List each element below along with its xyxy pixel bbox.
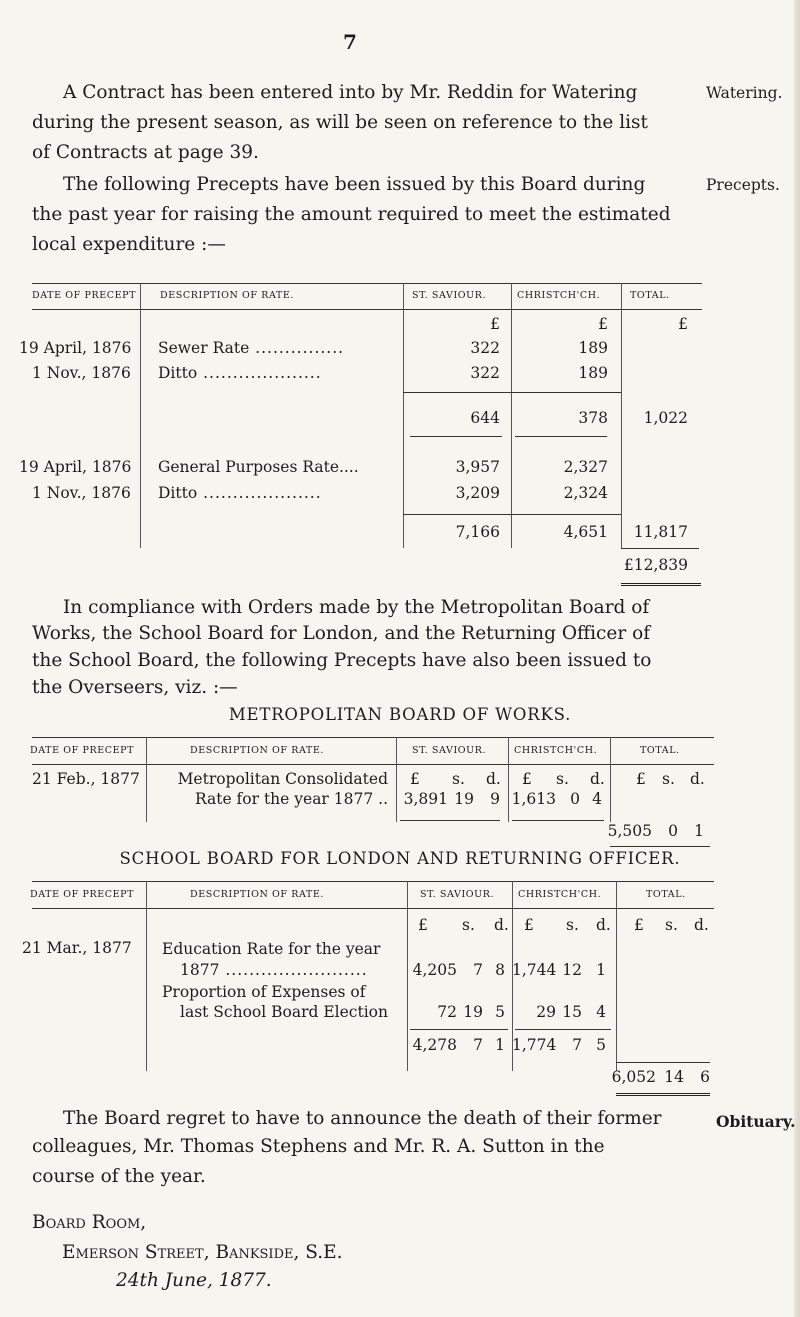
column-divider xyxy=(508,737,509,822)
paragraph-line: A Contract has been entered into by Mr. Reddin for Watering xyxy=(63,82,638,103)
lsd-shilling: s. xyxy=(566,916,579,934)
subtotal-st-saviour: 644 xyxy=(470,409,500,427)
subtotal-chr-pence: 5 xyxy=(596,1036,606,1054)
header-date: DATE OF PRECEPT xyxy=(30,745,135,756)
header-christchurch: CHRISTCH'CH. xyxy=(518,889,602,900)
column-divider xyxy=(511,283,512,548)
lsd-pence: d. xyxy=(494,916,509,934)
subtotal-christchurch: 4,651 xyxy=(563,523,608,541)
lsd-pound: £ xyxy=(636,770,646,788)
row-date: 19 April, 1876 xyxy=(19,339,132,357)
paragraph-compliance-cont xyxy=(32,620,712,701)
row2-description-line1: Proportion of Expenses of xyxy=(162,983,366,1001)
subtotal-rule xyxy=(403,392,621,393)
total-rule xyxy=(616,1093,710,1096)
chr-shillings: 0 xyxy=(570,790,580,808)
lsd-pound: £ xyxy=(418,916,428,934)
row-description: Ditto .................... xyxy=(158,364,322,382)
row-date: 19 April, 1876 xyxy=(19,458,132,476)
row2-chr-pence: 4 xyxy=(596,1003,606,1021)
paragraph-precepts xyxy=(32,170,712,200)
row-date: 21 Feb., 1877 xyxy=(32,770,140,788)
paragraph-obituary xyxy=(32,1104,712,1134)
paragraph-line: during the present season, as will be seen on reference to the list xyxy=(32,112,648,133)
row-st-saviour: 322 xyxy=(470,339,500,357)
row-st-saviour: 3,957 xyxy=(455,458,500,476)
margin-note-precepts: Precepts. xyxy=(706,176,780,194)
desc-text: 1877 xyxy=(180,961,220,979)
total-pence: 6 xyxy=(700,1068,710,1086)
header-total: TOTAL. xyxy=(630,290,670,301)
subtotal-st-saviour: 7,166 xyxy=(455,523,500,541)
paragraph-obituary-cont xyxy=(32,1132,712,1192)
row1-chr-pounds: 1,744 xyxy=(512,961,557,979)
paragraph-line: the Overseers, viz. :— xyxy=(32,677,238,698)
lsd-pound: £ xyxy=(634,916,644,934)
paragraph-line: local expenditure :— xyxy=(32,234,226,255)
header-description: DESCRIPTION OF RATE. xyxy=(190,889,325,900)
subtotal-christchurch: 378 xyxy=(578,409,608,427)
header-total: TOTAL. xyxy=(646,889,686,900)
header-description: DESCRIPTION OF RATE. xyxy=(190,745,325,756)
row1-chr-pence: 1 xyxy=(596,961,606,979)
subtotal-rule xyxy=(403,514,621,515)
desc-text: Sewer Rate xyxy=(158,339,250,357)
subtotal-rule xyxy=(515,436,607,437)
total-shillings: 0 xyxy=(668,822,678,840)
column-divider xyxy=(403,283,404,548)
section-title-metropolitan: METROPOLITAN BOARD OF WORKS. xyxy=(228,705,572,724)
lsd-pence: d. xyxy=(694,916,709,934)
row1-description-line1: Education Rate for the year xyxy=(162,940,381,958)
page-number: 7 xyxy=(343,30,357,54)
header-christchurch: CHRISTCH'CH. xyxy=(514,745,598,756)
subtotal-sav-pence: 1 xyxy=(495,1036,505,1054)
table-rule xyxy=(32,881,714,882)
lsd-pound: £ xyxy=(410,770,420,788)
grand-total: £12,839 xyxy=(623,556,688,574)
currency-sav: £ xyxy=(490,315,500,333)
subtotal-rule xyxy=(512,820,604,821)
table-rule xyxy=(32,309,702,310)
row2-description-line2: last School Board Election xyxy=(180,1003,388,1021)
header-christchurch: CHRISTCH'CH. xyxy=(517,290,601,301)
paragraph-watering-cont xyxy=(32,108,712,168)
subtotal-rule xyxy=(400,820,500,821)
sav-pounds: 3,891 xyxy=(403,790,448,808)
column-divider xyxy=(616,881,617,1071)
margin-note-obituary: Obituary. xyxy=(716,1112,796,1131)
table-rule xyxy=(32,283,702,284)
row1-sav-pence: 8 xyxy=(495,961,505,979)
paragraph-line: The Board regret to have to announce the death of their former xyxy=(63,1108,662,1129)
total-shillings: 14 xyxy=(664,1068,684,1086)
paragraph-line: course of the year. xyxy=(32,1166,206,1187)
row-st-saviour: 322 xyxy=(470,364,500,382)
paragraph-line: Works, the School Board for London, and the Returning Officer of xyxy=(32,623,651,644)
signoff-board-room: Board Room, xyxy=(32,1212,147,1233)
row2-chr-pounds: 29 xyxy=(536,1003,556,1021)
row-date: 1 Nov., 1876 xyxy=(32,484,131,502)
row2-chr-shillings: 15 xyxy=(562,1003,582,1021)
total-pounds: 6,052 xyxy=(611,1068,656,1086)
paragraph-line: of Contracts at page 39. xyxy=(32,142,259,163)
row-christchurch: 189 xyxy=(578,339,608,357)
row-description-line1: Metropolitan Consolidated xyxy=(177,770,388,788)
header-date: DATE OF PRECEPT xyxy=(30,889,135,900)
subtotal-total: 1,022 xyxy=(643,409,688,427)
subtotal-rule xyxy=(410,436,502,437)
lsd-pence: d. xyxy=(596,916,611,934)
column-divider xyxy=(610,737,611,822)
sav-pence: 9 xyxy=(490,790,500,808)
column-divider xyxy=(621,283,622,548)
lsd-shilling: s. xyxy=(662,770,675,788)
paragraph-precepts-cont xyxy=(32,200,712,260)
subtotal-rule xyxy=(410,1029,508,1030)
margin-note-watering: Watering. xyxy=(706,84,783,102)
subtotal-chr-pounds: 1,774 xyxy=(512,1036,557,1054)
lsd-shilling: s. xyxy=(556,770,569,788)
subtotal-chr-shillings: 7 xyxy=(572,1036,582,1054)
row-christchurch: 2,327 xyxy=(563,458,608,476)
paragraph-compliance xyxy=(32,593,712,623)
column-divider xyxy=(146,737,147,822)
table-rule xyxy=(32,737,714,738)
desc-text: Ditto xyxy=(158,364,198,382)
paragraph-line: the past year for raising the amount required to meet the estimated xyxy=(32,204,671,225)
lsd-shilling: s. xyxy=(452,770,465,788)
signoff-address: Emerson Street, Bankside, S.E. xyxy=(62,1242,343,1263)
total-rule xyxy=(610,846,710,847)
chr-pounds: 1,613 xyxy=(511,790,556,808)
paragraph-line: The following Precepts have been issued by this Board during xyxy=(63,174,646,195)
lsd-shilling: s. xyxy=(665,916,678,934)
paragraph-line: the School Board, the following Precepts have also been issued to xyxy=(32,650,652,671)
row2-sav-pounds: 72 xyxy=(437,1003,457,1021)
header-date: DATE OF PRECEPT xyxy=(32,290,137,301)
subtotal-rule xyxy=(515,1029,611,1030)
lsd-pound: £ xyxy=(522,770,532,788)
row-description: General Purposes Rate.... xyxy=(158,458,359,476)
paragraph-line: colleagues, Mr. Thomas Stephens and Mr. R. A. Sutton in the xyxy=(32,1136,605,1157)
header-st-saviour: ST. SAVIOUR. xyxy=(412,290,487,301)
row-christchurch: 189 xyxy=(578,364,608,382)
column-divider xyxy=(396,737,397,822)
row2-sav-shillings: 19 xyxy=(463,1003,483,1021)
column-divider xyxy=(140,283,141,548)
chr-pence: 4 xyxy=(592,790,602,808)
total-rule xyxy=(616,1062,710,1063)
total-rule xyxy=(621,548,699,549)
subtotal-sav-shillings: 7 xyxy=(473,1036,483,1054)
row1-sav-pounds: 4,205 xyxy=(412,961,457,979)
grand-total-rule xyxy=(621,583,701,586)
lsd-shilling: s. xyxy=(462,916,475,934)
row-st-saviour: 3,209 xyxy=(455,484,500,502)
header-description: DESCRIPTION OF RATE. xyxy=(160,290,295,301)
row-date: 1 Nov., 1876 xyxy=(32,364,131,382)
row1-sav-shillings: 7 xyxy=(473,961,483,979)
table-rule xyxy=(32,908,714,909)
subtotal-total: 11,817 xyxy=(633,523,688,541)
row1-description-line2: 1877 ........................ xyxy=(180,961,368,979)
row2-sav-pence: 5 xyxy=(495,1003,505,1021)
header-st-saviour: ST. SAVIOUR. xyxy=(412,745,487,756)
lsd-pence: d. xyxy=(590,770,605,788)
table-rule xyxy=(32,764,714,765)
row-description: Sewer Rate ............... xyxy=(158,339,345,357)
sav-shillings: 19 xyxy=(454,790,474,808)
currency-chr: £ xyxy=(598,315,608,333)
signoff-date: 24th June, 1877. xyxy=(116,1270,272,1291)
subtotal-sav-pounds: 4,278 xyxy=(412,1036,457,1054)
total-pence: 1 xyxy=(694,822,704,840)
desc-text: Ditto xyxy=(158,484,198,502)
currency-total: £ xyxy=(678,315,688,333)
lsd-pence: d. xyxy=(690,770,705,788)
header-st-saviour: ST. SAVIOUR. xyxy=(420,889,495,900)
paragraph-line: In compliance with Orders made by the Metropolitan Board of xyxy=(63,597,650,618)
row-description-line2: Rate for the year 1877 .. xyxy=(194,790,388,808)
total-pounds: 5,505 xyxy=(607,822,652,840)
row1-chr-shillings: 12 xyxy=(562,961,582,979)
header-total: TOTAL. xyxy=(640,745,680,756)
row-date: 21 Mar., 1877 xyxy=(22,939,132,957)
paragraph-watering xyxy=(32,78,712,108)
lsd-pound: £ xyxy=(524,916,534,934)
section-title-school-board: SCHOOL BOARD FOR LONDON AND RETURNING OFFICER. xyxy=(119,849,681,868)
lsd-pence: d. xyxy=(486,770,501,788)
row-christchurch: 2,324 xyxy=(563,484,608,502)
column-divider xyxy=(146,881,147,1071)
row-description: Ditto .................... xyxy=(158,484,322,502)
